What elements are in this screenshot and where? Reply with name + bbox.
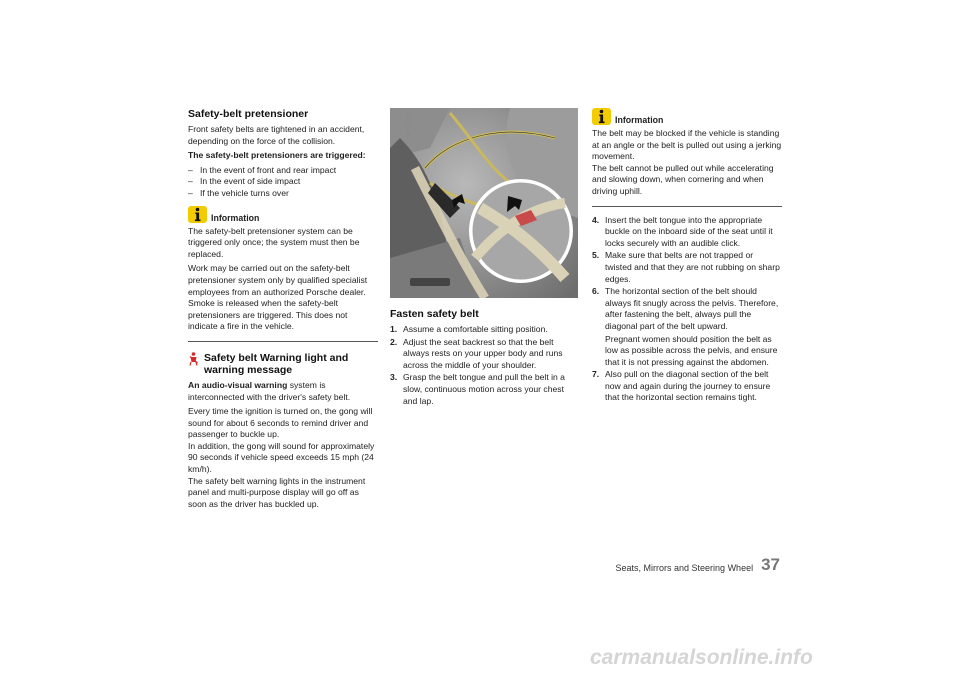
info-title: Information — [211, 212, 260, 223]
pretensioner-intro: Front safety belts are tightened in an accident, depending on the force of the collision. — [188, 124, 365, 146]
section-title-pretensioner: Safety-belt pretensioner — [188, 108, 309, 120]
list-item: – In the event of front and rear impact — [188, 165, 378, 177]
info-icon — [188, 206, 207, 223]
section-title-fasten: Fasten safety belt — [390, 308, 479, 320]
audio-warning-text — [188, 380, 378, 403]
step-number: 5. — [592, 250, 600, 261]
page-number: 37 — [761, 555, 780, 574]
info-title: Information — [615, 115, 664, 125]
step-number: 6. — [592, 286, 600, 297]
step-number: 2. — [390, 336, 398, 347]
list-item — [390, 337, 580, 372]
list-item — [592, 215, 782, 250]
fasten-steps-list-continued — [592, 215, 782, 405]
gong-text: Every time the ignition is turned on, the gong will sound for about 6 seconds to remind driver and passenger to buckle up. — [188, 406, 373, 440]
trigger-heading: The safety-belt pretensioners are triggered: — [188, 150, 366, 161]
addition-text: In addition, the gong will sound for approximately 90 seconds if vehicle speed exceeds 15 mph (24 km/h). — [188, 440, 375, 475]
step-text: The horizontal section of the belt should always fit snugly across the pelvis. Therefore, after fastening the belt, always pull the diagonal part of the belt upward. — [605, 286, 779, 331]
list-item — [592, 286, 782, 332]
step-number: 4. — [592, 214, 600, 225]
step-text: Adjust the seat backrest so that the belt always rests on your upper body and runs across the middle of your shoulder. — [403, 336, 563, 370]
column-left — [188, 108, 378, 513]
step-text: Insert the belt tongue into the appropriate buckle on the inboard side of the seat until it locks securely with an audible click. — [605, 214, 773, 248]
info-text: The safety-belt pretensioner system can be triggered only once; the system must then be replaced. — [188, 225, 360, 259]
step-text: Make sure that belts are not trapped or twisted and that they are not rubbing on sharp edges. — [605, 250, 780, 284]
list-item — [592, 369, 782, 404]
step-text: Also pull on the diagonal section of the belt now and again during the journey to ensure that the horizontal section remains tight. — [605, 369, 771, 403]
info-box-pretensioner — [188, 206, 378, 342]
watermark: carmanualsonline.info — [590, 646, 813, 669]
footer-section-title: Seats, Mirrors and Steering Wheel — [615, 563, 754, 573]
list-item: – In the event of side impact — [188, 176, 378, 188]
list-item — [592, 334, 782, 369]
step-number: 3. — [390, 372, 398, 383]
section-title-warning: Safety belt Warning light and warning message — [204, 351, 349, 376]
figure-code: 9C1_027 — [406, 112, 413, 137]
list-item — [592, 250, 782, 285]
info-text: The belt cannot be pulled out while accelerating and slowing down, when cornering and when driving uphill. — [592, 162, 774, 196]
step-number: 7. — [592, 369, 600, 380]
audio-warning-rest: system is interconnected with the driver's safety belt. — [188, 379, 351, 402]
column-right — [592, 108, 782, 405]
warning-lights-text: The safety belt warning lights in the instrument panel and multi-purpose display will go off as soon as the driver has buckled up. — [188, 475, 366, 509]
info-box-belt-blocked — [592, 108, 782, 207]
warning-heading — [188, 352, 378, 376]
list-item — [390, 372, 580, 407]
info-icon — [592, 108, 611, 125]
audio-warning-bold: An audio-visual warning — [188, 379, 288, 390]
step-number: 1. — [390, 324, 398, 334]
seatbelt-warning-icon — [188, 352, 199, 370]
step-text: Grasp the belt tongue and pull the belt in a slow, continuous motion across your chest and lap. — [403, 372, 565, 406]
list-item: – If the vehicle turns over — [188, 188, 378, 200]
seatbelt-illustration — [390, 108, 578, 298]
page-footer — [616, 556, 780, 573]
info-text: The belt may be blocked if the vehicle is standing at an angle or the belt is pulled out using a jerking movement. — [592, 128, 782, 162]
step-text: Pregnant women should position the belt as low as possible across the pelvis, and ensure that it is not pressing against the abdomen. — [605, 333, 778, 367]
fasten-steps-list — [390, 324, 580, 407]
info-text: Work may be carried out on the safety-belt pretensioner system only by qualified specialist employees from an authorized Porsche dealer. Smoke is released when the safety-belt pretensioners are triggered. This does not indicate a fire in the vehicle. — [188, 263, 368, 332]
list-item — [390, 324, 580, 336]
step-text: Assume a comfortable sitting position. — [403, 324, 548, 334]
trigger-list — [188, 165, 378, 200]
column-middle — [390, 108, 580, 408]
